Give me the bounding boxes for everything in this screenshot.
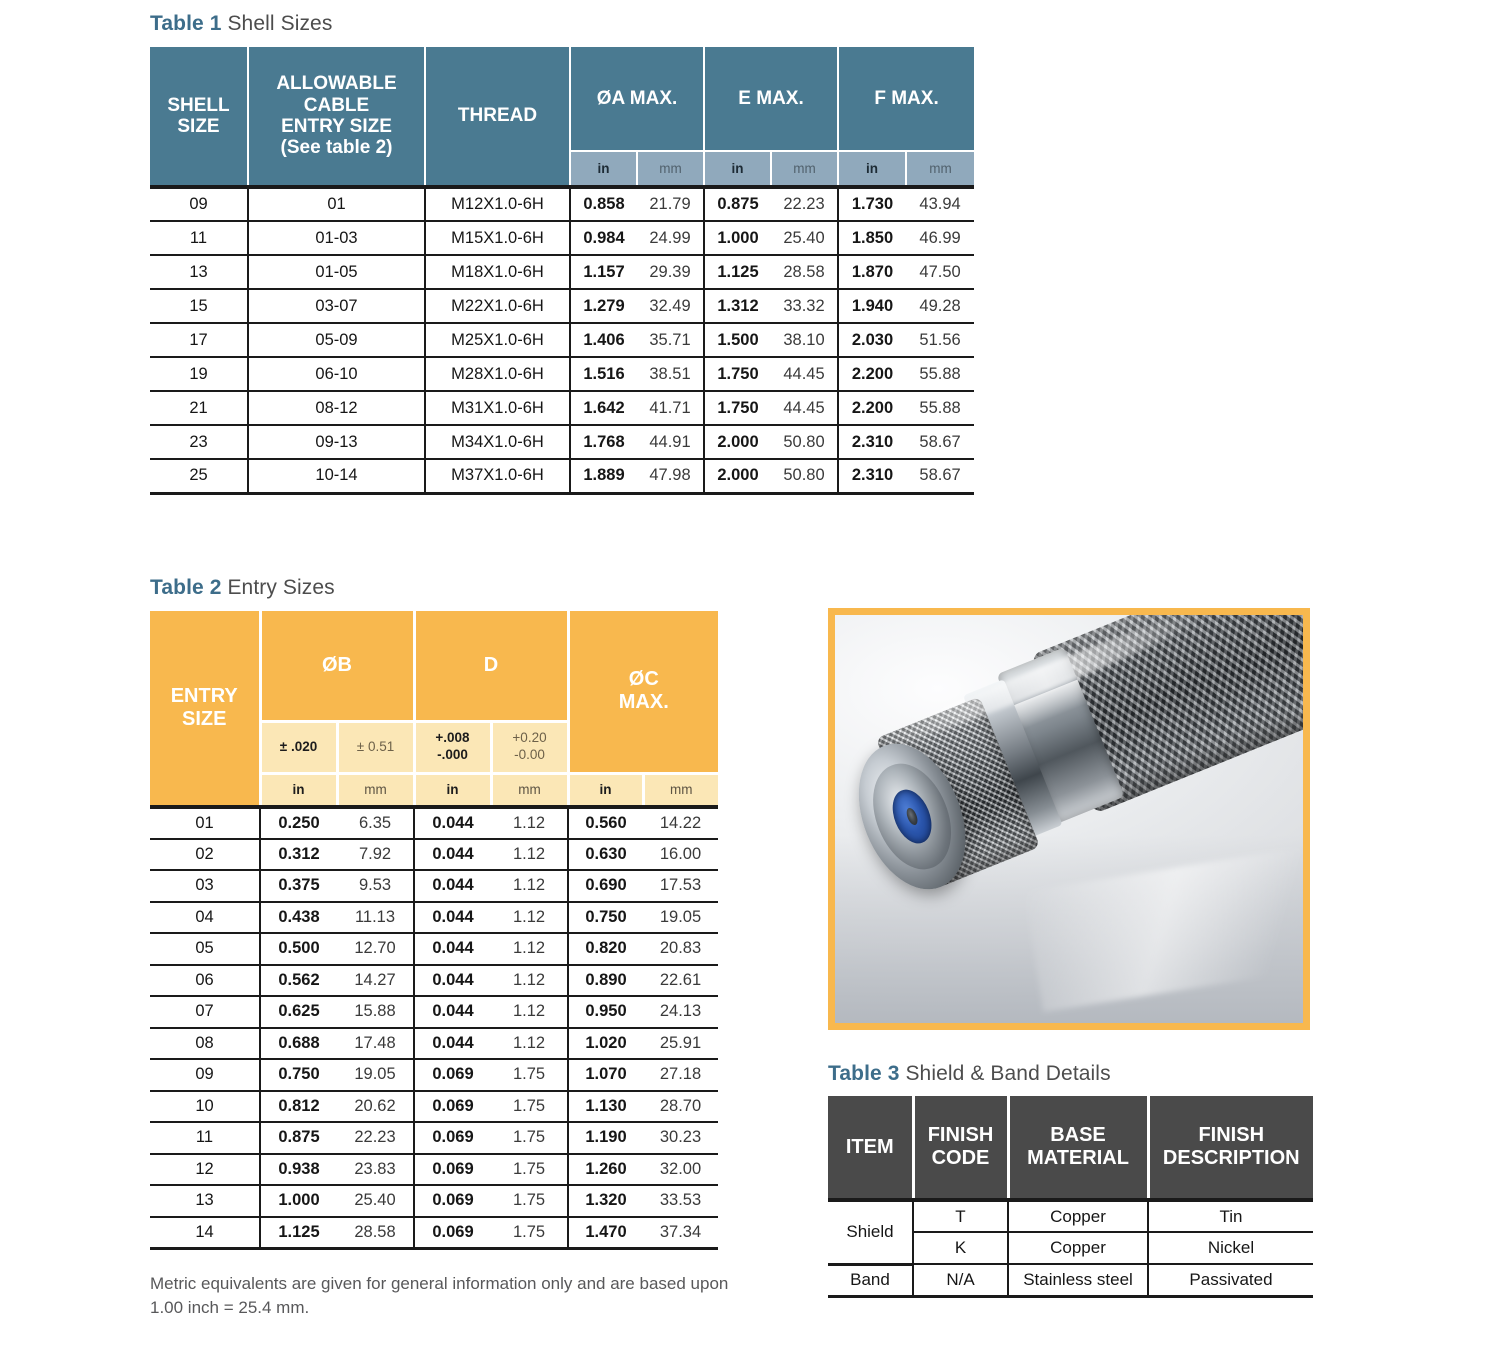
table1-cell-e-in: 1.312 — [704, 289, 771, 323]
table2-cell-oc-in: 1.190 — [568, 1122, 643, 1154]
table2-cell-ob-in: 0.688 — [260, 1028, 337, 1060]
table2-cell-ob-mm: 19.05 — [337, 1059, 414, 1091]
table1-cell-shell-size: 23 — [150, 425, 248, 459]
table1-header-shell-size-line1: SHELL — [167, 94, 230, 116]
table2-cell-d-mm: 1.12 — [491, 965, 568, 997]
table3-caption-lead: Table 3 — [828, 1062, 900, 1085]
table2-cell-oc-in: 0.560 — [568, 807, 643, 839]
table2-cell-d-in: 0.069 — [414, 1217, 491, 1249]
table2-cell-oc-mm: 19.05 — [643, 902, 718, 934]
note-line2: upon 1.00 inch = 25.4 mm. — [150, 1274, 729, 1318]
table1-cell-oa-in: 1.516 — [570, 357, 637, 391]
table3-body — [828, 1200, 1313, 1296]
table2-cell-ob-in: 0.812 — [260, 1091, 337, 1123]
table1-cell-oa-mm: 47.98 — [637, 459, 704, 493]
table2-cell-d-in: 0.069 — [414, 1154, 491, 1186]
table1-cell-shell-size: 11 — [150, 221, 248, 255]
table3-cell-finish-description: Tin — [1148, 1200, 1313, 1232]
table1-cell-oa-mm: 21.79 — [637, 187, 704, 221]
table2-header-oc-max — [568, 611, 718, 773]
table2-cell-oc-in: 0.630 — [568, 839, 643, 871]
table1-cell-e-mm: 28.58 — [771, 255, 838, 289]
table1-header-thread: THREAD — [425, 47, 570, 187]
table2-tolerance-d-mm — [491, 721, 568, 773]
table1-cell-shell-size: 13 — [150, 255, 248, 289]
table1-cell-entry-size: 01-03 — [248, 221, 425, 255]
table2-cell-ob-in: 0.312 — [260, 839, 337, 871]
table1-cell-e-mm: 44.45 — [771, 357, 838, 391]
table1-cell-oa-in: 1.406 — [570, 323, 637, 357]
table1-section — [150, 12, 990, 495]
table1-cell-thread: M12X1.0-6H — [425, 187, 570, 221]
table1-cell-entry-size: 05-09 — [248, 323, 425, 357]
table2-cell-ob-mm: 22.23 — [337, 1122, 414, 1154]
table2-cell-d-in: 0.044 — [414, 996, 491, 1028]
table2-cell-entry-size: 08 — [150, 1028, 260, 1060]
table2-cell-oc-in: 0.690 — [568, 870, 643, 902]
table2-header-entry-size-line1: ENTRY — [170, 685, 238, 708]
blue-seal-ring — [886, 783, 940, 849]
table1-cell-e-in: 2.000 — [704, 425, 771, 459]
table1-header-e-max: E MAX. — [704, 47, 838, 151]
table2-header-oc-line2: MAX. — [618, 691, 669, 714]
table1-header-allowable-line1: ALLOWABLE — [276, 73, 397, 95]
table2-cell-ob-in: 1.125 — [260, 1217, 337, 1249]
table1-cell-e-in: 0.875 — [704, 187, 771, 221]
table2-cell-entry-size: 03 — [150, 870, 260, 902]
table-row — [828, 1264, 1313, 1296]
table1-cell-thread: M25X1.0-6H — [425, 323, 570, 357]
table1-cell-thread: M28X1.0-6H — [425, 357, 570, 391]
table1-cell-shell-size: 09 — [150, 187, 248, 221]
table2-cell-d-in: 0.069 — [414, 1185, 491, 1217]
table2-cell-oc-mm: 32.00 — [643, 1154, 718, 1186]
table1-cell-e-in: 1.125 — [704, 255, 771, 289]
table2-cell-d-in: 0.044 — [414, 839, 491, 871]
table1-header-allowable-cable-entry-size — [248, 47, 425, 187]
table1-cell-e-mm: 44.45 — [771, 391, 838, 425]
table1-cell-oa-mm: 24.99 — [637, 221, 704, 255]
table1-cell-f-in: 2.310 — [838, 425, 906, 459]
table1-header-shell-size-line2: SIZE — [177, 116, 220, 137]
table-row — [150, 187, 974, 221]
table1-cell-shell-size: 21 — [150, 391, 248, 425]
table1-cell-f-mm: 47.50 — [906, 255, 974, 289]
table2-cell-d-mm: 1.12 — [491, 933, 568, 965]
table-row — [150, 221, 974, 255]
table-row — [150, 391, 974, 425]
table2-cell-ob-mm: 7.92 — [337, 839, 414, 871]
table2-cell-d-mm: 1.12 — [491, 870, 568, 902]
table2-caption — [150, 576, 750, 600]
table1-cell-f-in: 1.730 — [838, 187, 906, 221]
table2-cell-d-mm: 1.75 — [491, 1122, 568, 1154]
table2-cell-ob-mm: 6.35 — [337, 807, 414, 839]
table2-cell-ob-in: 1.000 — [260, 1185, 337, 1217]
table1-cell-e-mm: 25.40 — [771, 221, 838, 255]
table2-cell-oc-in: 0.950 — [568, 996, 643, 1028]
table1-cell-shell-size: 17 — [150, 323, 248, 357]
table-row — [150, 965, 718, 997]
table1-cell-oa-mm: 29.39 — [637, 255, 704, 289]
table3-header-finish-code-line1: FINISH — [927, 1124, 994, 1147]
table2-cell-entry-size: 01 — [150, 807, 260, 839]
table1-cell-entry-size: 08-12 — [248, 391, 425, 425]
connector-bore — [905, 806, 920, 826]
table2-tolerance-ob-mm: ± 0.51 — [337, 721, 414, 773]
table1-cell-entry-size: 06-10 — [248, 357, 425, 391]
table2-cell-entry-size: 14 — [150, 1217, 260, 1249]
table1-cell-shell-size: 19 — [150, 357, 248, 391]
table3-cell-base-material: Copper — [1008, 1232, 1148, 1264]
table1-cell-f-mm: 58.67 — [906, 425, 974, 459]
table-row — [828, 1200, 1313, 1232]
table3-cell-finish-description: Passivated — [1148, 1264, 1313, 1296]
table1-cell-f-mm: 46.99 — [906, 221, 974, 255]
table2-subheader-oc-in: in — [568, 773, 643, 807]
table2-section — [150, 576, 750, 1250]
table2-cell-entry-size: 02 — [150, 839, 260, 871]
table-row — [150, 1091, 718, 1123]
table-row — [150, 839, 718, 871]
table1-header-shell-size — [150, 47, 248, 187]
table2-cell-oc-mm: 24.13 — [643, 996, 718, 1028]
product-photo-scene — [835, 615, 1303, 1023]
table1-header-f-max: F MAX. — [838, 47, 974, 151]
table2-cell-ob-in: 0.375 — [260, 870, 337, 902]
metric-equivalents-note — [150, 1272, 735, 1320]
table1-cell-f-mm: 43.94 — [906, 187, 974, 221]
table3-header-finish-description-line1: FINISH — [1198, 1124, 1265, 1147]
table-row — [150, 459, 974, 493]
table2-tolerance-d-mm-line1: +0.20 — [512, 730, 547, 746]
table1-cell-oa-mm: 41.71 — [637, 391, 704, 425]
table1-cell-oa-mm: 32.49 — [637, 289, 704, 323]
table2-cell-oc-in: 1.320 — [568, 1185, 643, 1217]
table1-subheader-e-in: in — [704, 151, 771, 187]
table2-cell-entry-size: 05 — [150, 933, 260, 965]
table1-cell-thread: M15X1.0-6H — [425, 221, 570, 255]
table1-cell-thread: M18X1.0-6H — [425, 255, 570, 289]
table1-cell-oa-mm: 35.71 — [637, 323, 704, 357]
table3-header-finish-description-line2: DESCRIPTION — [1162, 1147, 1300, 1169]
table1-cell-e-in: 1.750 — [704, 391, 771, 425]
table2-cell-entry-size: 12 — [150, 1154, 260, 1186]
table1-cell-entry-size: 03-07 — [248, 289, 425, 323]
table-row — [150, 323, 974, 357]
table1-cell-f-in: 1.940 — [838, 289, 906, 323]
table2-cell-ob-in: 0.562 — [260, 965, 337, 997]
table2-cell-ob-mm: 17.48 — [337, 1028, 414, 1060]
table2-cell-oc-mm: 22.61 — [643, 965, 718, 997]
table2-cell-ob-mm: 15.88 — [337, 996, 414, 1028]
table2-header-oc-line1: ØC — [628, 668, 659, 691]
table2-cell-d-mm: 1.12 — [491, 807, 568, 839]
table1-header-oa-max: ØA MAX. — [570, 47, 704, 151]
table1-cell-oa-in: 1.889 — [570, 459, 637, 493]
table2-tolerance-d-in — [414, 721, 491, 773]
table3-cell-finish-code: N/A — [913, 1264, 1008, 1296]
table2-cell-oc-in: 1.070 — [568, 1059, 643, 1091]
table1-cell-thread: M34X1.0-6H — [425, 425, 570, 459]
table2-cell-oc-in: 0.890 — [568, 965, 643, 997]
table2-header-ob: ØB — [260, 611, 414, 721]
table2-cell-d-mm: 1.75 — [491, 1217, 568, 1249]
table3-header-finish-code — [913, 1096, 1008, 1200]
table2-caption-rest: Entry Sizes — [221, 576, 335, 599]
table-row — [150, 996, 718, 1028]
table2-cell-oc-mm: 17.53 — [643, 870, 718, 902]
table2-cell-oc-in: 0.820 — [568, 933, 643, 965]
table2-cell-oc-in: 0.750 — [568, 902, 643, 934]
table-row — [150, 255, 974, 289]
table1-cell-oa-in: 1.279 — [570, 289, 637, 323]
table1-cell-f-in: 2.200 — [838, 391, 906, 425]
table2-cell-entry-size: 06 — [150, 965, 260, 997]
table3-header-finish-code-line2: CODE — [931, 1147, 990, 1169]
table1-cell-thread: M37X1.0-6H — [425, 459, 570, 493]
table-row — [150, 933, 718, 965]
table2-cell-oc-mm: 33.53 — [643, 1185, 718, 1217]
table2-cell-ob-mm: 25.40 — [337, 1185, 414, 1217]
table2-cell-ob-in: 0.938 — [260, 1154, 337, 1186]
table2-cell-oc-mm: 16.00 — [643, 839, 718, 871]
table2-cell-entry-size: 04 — [150, 902, 260, 934]
table1-cell-oa-mm: 44.91 — [637, 425, 704, 459]
table2-subheader-d-mm: mm — [491, 773, 568, 807]
table2-cell-d-in: 0.069 — [414, 1091, 491, 1123]
table2-cell-ob-mm: 11.13 — [337, 902, 414, 934]
table2-cell-oc-in: 1.260 — [568, 1154, 643, 1186]
table-row — [150, 425, 974, 459]
table1-cell-shell-size: 25 — [150, 459, 248, 493]
table2-cell-ob-mm: 23.83 — [337, 1154, 414, 1186]
table1-cell-e-mm: 50.80 — [771, 425, 838, 459]
table2-cell-d-in: 0.044 — [414, 870, 491, 902]
table1-cell-f-mm: 51.56 — [906, 323, 974, 357]
table2-tolerance-ob-in: ± .020 — [260, 721, 337, 773]
table2-cell-entry-size: 10 — [150, 1091, 260, 1123]
table1-caption-rest: Shell Sizes — [221, 12, 333, 35]
table3-cell-base-material: Copper — [1008, 1200, 1148, 1232]
table2-cell-d-in: 0.044 — [414, 902, 491, 934]
table3-header-item: ITEM — [828, 1096, 913, 1200]
table-row — [150, 1217, 718, 1249]
table1-caption — [150, 12, 990, 36]
table2-cell-ob-mm: 12.70 — [337, 933, 414, 965]
table2-cell-oc-mm: 25.91 — [643, 1028, 718, 1060]
table1-cell-thread: M31X1.0-6H — [425, 391, 570, 425]
table2-subheader-d-in: in — [414, 773, 491, 807]
table2-cell-oc-in: 1.020 — [568, 1028, 643, 1060]
table1-cell-oa-in: 0.984 — [570, 221, 637, 255]
table1-subheader-oa-mm: mm — [637, 151, 704, 187]
table3-header-base-material-line1: BASE — [1050, 1124, 1106, 1147]
table1-cell-f-mm: 55.88 — [906, 357, 974, 391]
table-row — [150, 357, 974, 391]
table-row — [150, 1028, 718, 1060]
table2-cell-d-mm: 1.12 — [491, 996, 568, 1028]
table3-header-finish-description — [1148, 1096, 1313, 1200]
table2-cell-d-mm: 1.75 — [491, 1185, 568, 1217]
entry-sizes-table — [150, 611, 718, 1250]
table3-caption-rest: Shield & Band Details — [899, 1062, 1111, 1085]
table2-cell-ob-mm: 9.53 — [337, 870, 414, 902]
table1-cell-thread: M22X1.0-6H — [425, 289, 570, 323]
table2-cell-ob-in: 0.500 — [260, 933, 337, 965]
table1-cell-e-in: 2.000 — [704, 459, 771, 493]
table1-cell-e-in: 1.750 — [704, 357, 771, 391]
shield-band-details-table — [828, 1096, 1313, 1298]
table2-cell-ob-in: 0.750 — [260, 1059, 337, 1091]
table2-cell-ob-in: 0.250 — [260, 807, 337, 839]
table1-header-allowable-line2: CABLE — [303, 94, 370, 116]
table2-cell-ob-mm: 14.27 — [337, 965, 414, 997]
table3-cell-item: Band — [828, 1264, 913, 1296]
table1-subheader-f-in: in — [838, 151, 906, 187]
table1-cell-f-mm: 58.67 — [906, 459, 974, 493]
table2-cell-d-in: 0.044 — [414, 807, 491, 839]
table-row — [150, 1154, 718, 1186]
table2-cell-d-mm: 1.12 — [491, 902, 568, 934]
table3-cell-finish-description: Nickel — [1148, 1232, 1313, 1264]
table2-subheader-ob-in: in — [260, 773, 337, 807]
table2-tolerance-d-in-line1: +.008 — [435, 730, 470, 746]
table2-cell-d-mm: 1.12 — [491, 1028, 568, 1060]
table1-cell-e-mm: 22.23 — [771, 187, 838, 221]
table2-cell-oc-in: 1.470 — [568, 1217, 643, 1249]
table1-cell-e-mm: 33.32 — [771, 289, 838, 323]
table2-cell-oc-mm: 27.18 — [643, 1059, 718, 1091]
table3-cell-base-material: Stainless steel — [1008, 1264, 1148, 1296]
product-photo — [828, 608, 1310, 1030]
table3-header-base-material-line2: MATERIAL — [1027, 1147, 1129, 1169]
table1-cell-f-mm: 49.28 — [906, 289, 974, 323]
table2-cell-d-in: 0.044 — [414, 965, 491, 997]
note-line1: Metric equivalents are given for general information only and are based — [150, 1274, 686, 1293]
table1-subheader-e-mm: mm — [771, 151, 838, 187]
table2-cell-oc-mm: 20.83 — [643, 933, 718, 965]
table2-tolerance-d-mm-line2: -0.00 — [514, 747, 545, 762]
table2-cell-ob-in: 0.438 — [260, 902, 337, 934]
table3-cell-finish-code: T — [913, 1200, 1008, 1232]
table3-section — [828, 1062, 1328, 1298]
table1-cell-oa-in: 1.768 — [570, 425, 637, 459]
table2-cell-oc-mm: 14.22 — [643, 807, 718, 839]
table2-tolerance-d-in-line2: -.000 — [437, 747, 468, 762]
table2-cell-ob-in: 0.875 — [260, 1122, 337, 1154]
table1-cell-shell-size: 15 — [150, 289, 248, 323]
table3-cell-item: Shield — [828, 1200, 913, 1264]
table-row — [150, 289, 974, 323]
table1-cell-oa-in: 1.642 — [570, 391, 637, 425]
table2-header-entry-size-line2: SIZE — [182, 708, 227, 730]
table2-cell-d-in: 0.069 — [414, 1059, 491, 1091]
table2-cell-oc-mm: 37.34 — [643, 1217, 718, 1249]
shell-sizes-table — [150, 47, 974, 495]
table-row — [150, 902, 718, 934]
table1-cell-entry-size: 10-14 — [248, 459, 425, 493]
table1-cell-entry-size: 09-13 — [248, 425, 425, 459]
table3-cell-finish-code: K — [913, 1232, 1008, 1264]
table1-caption-lead: Table 1 — [150, 12, 222, 35]
table-row — [150, 807, 718, 839]
table2-cell-d-mm: 1.75 — [491, 1154, 568, 1186]
table1-cell-oa-in: 0.858 — [570, 187, 637, 221]
table2-cell-entry-size: 11 — [150, 1122, 260, 1154]
table1-cell-oa-in: 1.157 — [570, 255, 637, 289]
table1-body — [150, 187, 974, 493]
table2-cell-oc-mm: 28.70 — [643, 1091, 718, 1123]
table2-caption-lead: Table 2 — [150, 576, 222, 599]
table3-header-base-material — [1008, 1096, 1148, 1200]
table1-cell-entry-size: 01-05 — [248, 255, 425, 289]
table2-cell-oc-in: 1.130 — [568, 1091, 643, 1123]
table-row — [150, 1185, 718, 1217]
table-row — [150, 1059, 718, 1091]
table1-cell-f-mm: 55.88 — [906, 391, 974, 425]
table1-cell-f-in: 1.870 — [838, 255, 906, 289]
table2-cell-d-mm: 1.75 — [491, 1059, 568, 1091]
table2-cell-ob-mm: 28.58 — [337, 1217, 414, 1249]
table1-cell-e-mm: 38.10 — [771, 323, 838, 357]
table1-header-allowable-line4: (See table 2) — [280, 137, 393, 159]
table2-cell-entry-size: 09 — [150, 1059, 260, 1091]
table1-cell-oa-mm: 38.51 — [637, 357, 704, 391]
table2-cell-d-in: 0.044 — [414, 933, 491, 965]
table2-body — [150, 807, 718, 1248]
table2-cell-d-mm: 1.75 — [491, 1091, 568, 1123]
table2-subheader-oc-mm: mm — [643, 773, 718, 807]
table1-subheader-oa-in: in — [570, 151, 637, 187]
table1-cell-f-in: 2.310 — [838, 459, 906, 493]
table2-subheader-ob-mm: mm — [337, 773, 414, 807]
table1-cell-entry-size: 01 — [248, 187, 425, 221]
table2-cell-d-in: 0.069 — [414, 1122, 491, 1154]
table2-cell-entry-size: 13 — [150, 1185, 260, 1217]
table2-cell-entry-size: 07 — [150, 996, 260, 1028]
table1-cell-e-mm: 50.80 — [771, 459, 838, 493]
table2-cell-d-mm: 1.12 — [491, 839, 568, 871]
table2-cell-oc-mm: 30.23 — [643, 1122, 718, 1154]
table1-subheader-f-mm: mm — [906, 151, 974, 187]
table2-cell-ob-mm: 20.62 — [337, 1091, 414, 1123]
table1-cell-f-in: 1.850 — [838, 221, 906, 255]
table2-header-entry-size — [150, 611, 260, 807]
table1-header-allowable-line3: ENTRY SIZE — [281, 116, 392, 137]
table2-cell-d-in: 0.044 — [414, 1028, 491, 1060]
table1-cell-e-in: 1.500 — [704, 323, 771, 357]
table1-cell-f-in: 2.200 — [838, 357, 906, 391]
table2-cell-ob-in: 0.625 — [260, 996, 337, 1028]
table2-header-d: D — [414, 611, 568, 721]
table1-cell-f-in: 2.030 — [838, 323, 906, 357]
table-row — [150, 870, 718, 902]
table1-cell-e-in: 1.000 — [704, 221, 771, 255]
table3-caption — [828, 1062, 1328, 1086]
table-row — [150, 1122, 718, 1154]
